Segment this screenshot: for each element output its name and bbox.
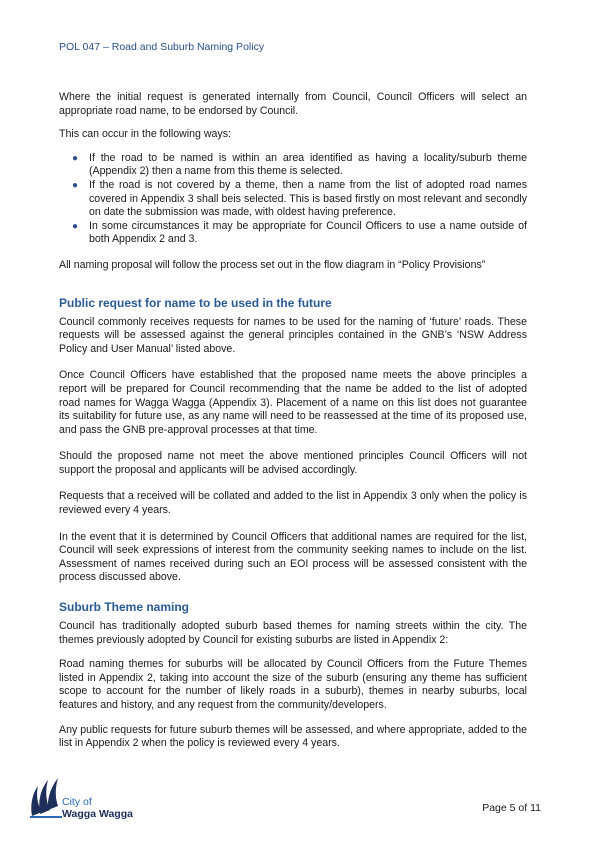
list-item: ● If the road to be named is within an area identified as having a locality/suburb theme (Appendix 2) then a name from this theme is selected. — [72, 151, 527, 178]
list-item: ● In some circumstances it may be appropriate for Council Officers to use a name outside of both Appendix 2 and 3. — [72, 219, 527, 246]
section1-paragraph-4: Requests that a received will be collated and added to the list in Appendix 3 only when the policy is reviewed every 4 years. — [59, 490, 527, 517]
section-heading-public-request: Public request for name to be used in the future — [59, 295, 332, 310]
section1-paragraph-5: In the event that it is determined by Council Officers that additional names are required for the list, Council will seek expressions of interest from the community seeking names to include on the list. Assessment of names received during such an EOI process will be assessed consistent with the process discussed above. — [59, 530, 527, 584]
section2-paragraph-1: Council has traditionally adopted suburb based themes for naming streets within the city. The themes previously adopted by Council for existing suburbs are listed in Appendix 2: — [59, 620, 527, 646]
city-of-wagga-wagga-logo — [28, 772, 133, 823]
section1-paragraph-1: Council commonly receives requests for names to be used for the naming of ‘future’ roads. These requests will be assessed against the general principles contained in the GNB’s ‘NSW Address Policy and User Manual’ listed above. — [59, 315, 527, 355]
list-item: ● If the road is not covered by a theme, then a name from the list of adopted road names covered in Appendix 3 shall beis selected. This is based firstly on most relevant and secondly on date the submission was made, with oldest having preference. — [72, 178, 527, 219]
logo-emblem-icon — [28, 772, 64, 818]
bullet-icon: ● — [72, 179, 79, 191]
section2-paragraph-3: Any public requests for future suburb themes will be assessed, and where appropriate, added to the list in Appendix 2 when the policy is reviewed every 4 years. — [59, 723, 527, 750]
logo-line-wagga-wagga: Wagga Wagga — [62, 808, 133, 820]
intro-bullet-list — [59, 152, 527, 247]
bullet-icon: ● — [72, 152, 79, 164]
bullet-icon: ● — [72, 220, 79, 232]
section2-paragraph-2: Road naming themes for suburbs will be allocated by Council Officers from the Future Themes listed in Appendix 2, taking into account the size of the suburb (ensuring any theme has sufficient scope to account for the number of likely roads in a suburb), themes in nearby suburbs, local features and history, and any request from the community/developers. — [59, 658, 527, 711]
intro-paragraph-2: This can occur in the following ways: — [59, 128, 231, 141]
page-header-title: POL 047 – Road and Suburb Naming Policy — [59, 41, 265, 53]
section1-paragraph-3: Should the proposed name not meet the above mentioned principles Council Officers will not support the proposal and applicants will be advised accordingly. — [59, 450, 527, 476]
section-heading-suburb-theme: Suburb Theme naming — [59, 600, 190, 615]
intro-paragraph-3: All naming proposal will follow the process set out in the flow diagram in “Policy Provisions” — [59, 258, 486, 271]
document-body — [59, 91, 527, 761]
intro-paragraph-1: Where the initial request is generated internally from Council, Council Officers will select an appropriate road name, to be endorsed by Council. — [59, 91, 527, 117]
section1-paragraph-2: Once Council Officers have established that the proposed name meets the above principles a report will be prepared for Council recommending that the name be added to the list of adopted road names for Wagga Wagga (Appendix 3). Placement of a name on this list does not guarantee its suitability for future use, as any name will need to be reassessed at the time of its proposed use, and pass the GNB pre-approval processes at that time. — [59, 369, 527, 436]
page-number: Page 5 of 11 — [482, 802, 541, 814]
logo-wordmark — [62, 796, 133, 820]
logo-line-city-of: City of — [62, 796, 92, 808]
